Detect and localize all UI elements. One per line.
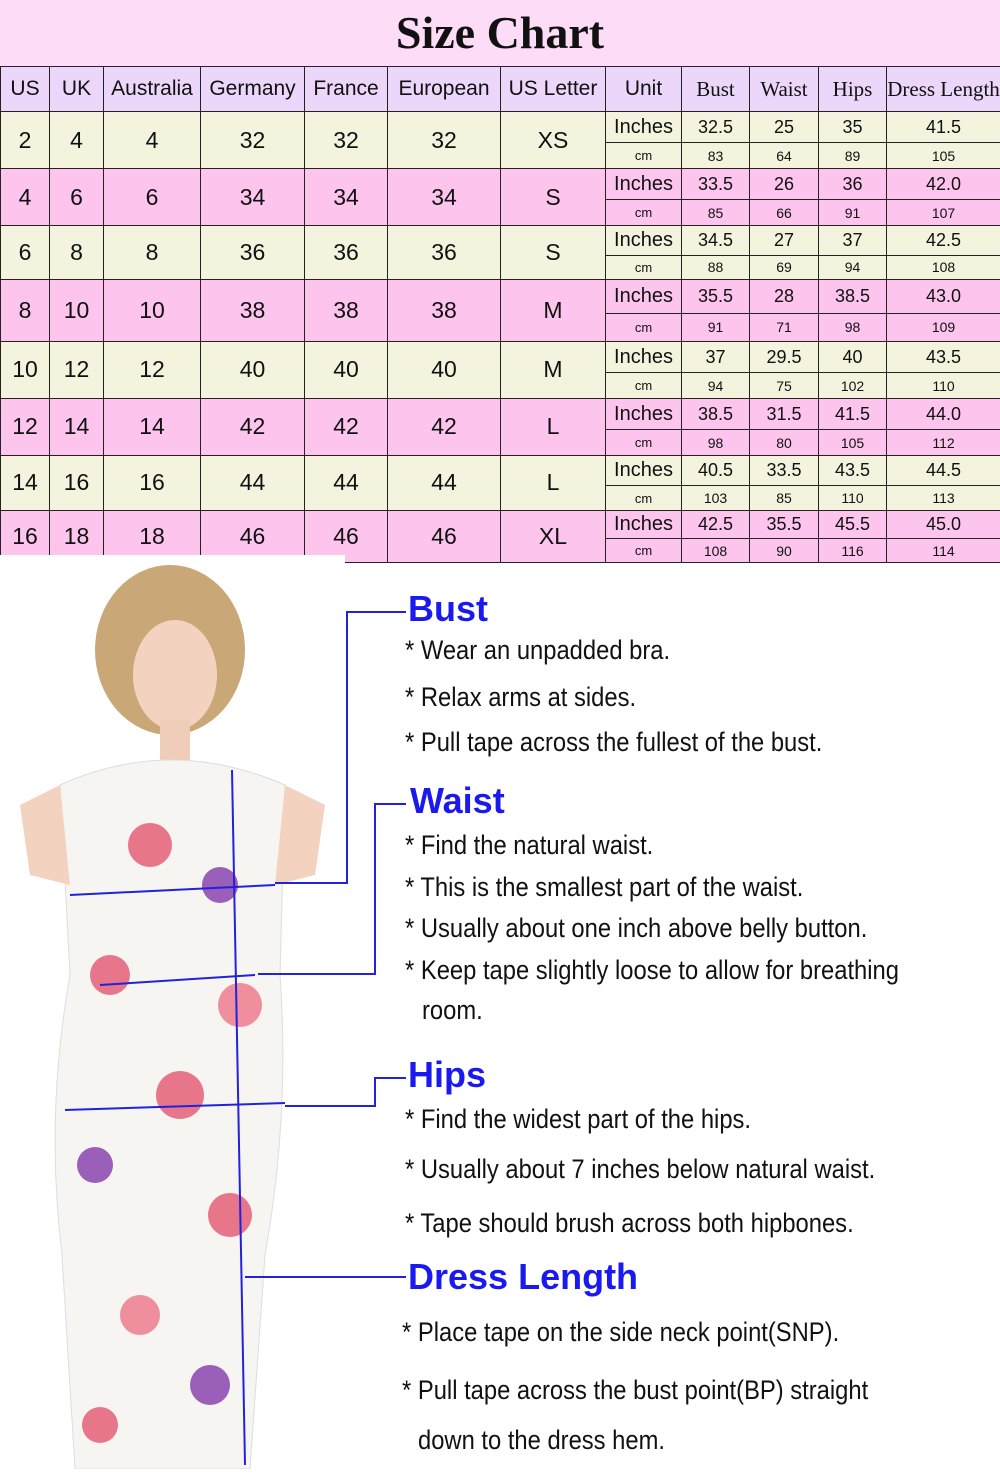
cell-european: 32 <box>388 112 501 169</box>
col-header-us: US <box>1 67 50 112</box>
hips-tip: * Tape should brush across both hipbones. <box>405 1208 854 1239</box>
length-connector-line <box>245 1276 406 1278</box>
cell-us: 10 <box>1 341 50 398</box>
cell-us-letter: L <box>501 398 606 455</box>
cell-hips-inches: 43.5 <box>819 455 887 485</box>
cell-australia: 6 <box>104 169 201 226</box>
hips-connector-line <box>285 1105 376 1107</box>
cell-australia: 10 <box>104 279 201 341</box>
cell-bust-cm: 94 <box>682 373 750 399</box>
model-photo <box>0 555 345 1469</box>
waist-tip: * Keep tape slightly loose to allow for breathing <box>405 955 899 986</box>
cell-european: 36 <box>388 226 501 280</box>
cell-us: 6 <box>1 226 50 280</box>
table-row <box>1 398 1000 429</box>
col-header-waist: Waist <box>750 67 819 112</box>
table-row <box>1 226 1000 256</box>
cell-australia: 4 <box>104 112 201 169</box>
cell-germany: 44 <box>201 455 305 510</box>
cell-waist-cm: 69 <box>750 255 819 279</box>
cell-hips-inches: 38.5 <box>819 279 887 313</box>
cell-length-inches: 43.5 <box>887 341 1000 372</box>
cell-unit-inches: Inches <box>606 341 682 372</box>
bust-heading: Bust <box>408 588 488 630</box>
cell-waist-inches: 28 <box>750 279 819 313</box>
bust-tip: * Relax arms at sides. <box>405 682 636 713</box>
cell-france: 40 <box>305 341 388 398</box>
cell-bust-cm: 85 <box>682 200 750 226</box>
cell-bust-inches: 38.5 <box>682 398 750 429</box>
cell-unit-inches: Inches <box>606 112 682 143</box>
col-header-dress-length: Dress Length <box>887 67 1000 112</box>
cell-australia: 14 <box>104 398 201 455</box>
cell-us-letter: L <box>501 455 606 510</box>
hips-connector-line <box>374 1077 406 1079</box>
waist-connector-line <box>374 803 406 805</box>
cell-bust-inches: 35.5 <box>682 279 750 313</box>
table-row <box>1 279 1000 313</box>
cell-germany: 40 <box>201 341 305 398</box>
bust-connector-line <box>275 882 348 884</box>
cell-hips-cm: 110 <box>819 486 887 511</box>
cell-hips-cm: 105 <box>819 430 887 456</box>
cell-france: 34 <box>305 169 388 226</box>
bust-tip: * Wear an unpadded bra. <box>405 635 670 666</box>
cell-unit-inches: Inches <box>606 510 682 539</box>
cell-germany: 38 <box>201 279 305 341</box>
cell-length-cm: 108 <box>887 255 1000 279</box>
cell-unit-cm: cm <box>606 539 682 563</box>
col-header-bust: Bust <box>682 67 750 112</box>
cell-waist-inches: 31.5 <box>750 398 819 429</box>
cell-us: 12 <box>1 398 50 455</box>
cell-hips-inches: 40 <box>819 341 887 372</box>
cell-unit-cm: cm <box>606 143 682 169</box>
waist-tip: room. <box>422 995 483 1026</box>
cell-waist-cm: 71 <box>750 313 819 341</box>
cell-hips-cm: 98 <box>819 313 887 341</box>
cell-unit-cm: cm <box>606 313 682 341</box>
waist-connector-line <box>374 803 376 975</box>
cell-hips-cm: 102 <box>819 373 887 399</box>
cell-bust-cm: 91 <box>682 313 750 341</box>
cell-length-inches: 42.0 <box>887 169 1000 200</box>
cell-uk: 6 <box>50 169 104 226</box>
cell-us: 16 <box>1 510 50 562</box>
bust-connector-line <box>346 611 406 613</box>
col-header-uk: UK <box>50 67 104 112</box>
cell-waist-inches: 33.5 <box>750 455 819 485</box>
waist-tip: * This is the smallest part of the waist. <box>405 872 803 903</box>
waist-tip: * Usually about one inch above belly button. <box>405 913 867 944</box>
cell-unit-cm: cm <box>606 373 682 399</box>
cell-waist-inches: 25 <box>750 112 819 143</box>
cell-us-letter: XS <box>501 112 606 169</box>
dress-length-tip: * Place tape on the side neck point(SNP). <box>402 1317 839 1348</box>
cell-france: 46 <box>305 510 388 562</box>
cell-unit-cm: cm <box>606 200 682 226</box>
cell-us: 4 <box>1 169 50 226</box>
cell-bust-cm: 88 <box>682 255 750 279</box>
cell-hips-cm: 116 <box>819 539 887 563</box>
cell-waist-cm: 85 <box>750 486 819 511</box>
cell-length-inches: 41.5 <box>887 112 1000 143</box>
cell-waist-cm: 66 <box>750 200 819 226</box>
col-header-france: France <box>305 67 388 112</box>
col-header-unit: Unit <box>606 67 682 112</box>
cell-waist-inches: 27 <box>750 226 819 256</box>
cell-length-cm: 105 <box>887 143 1000 169</box>
cell-european: 44 <box>388 455 501 510</box>
col-header-european: European <box>388 67 501 112</box>
col-header-hips: Hips <box>819 67 887 112</box>
cell-bust-cm: 83 <box>682 143 750 169</box>
dress-length-tip: down to the dress hem. <box>418 1425 665 1456</box>
cell-uk: 12 <box>50 341 104 398</box>
waist-tip: * Find the natural waist. <box>405 830 653 861</box>
size-chart-table <box>0 66 1000 563</box>
cell-hips-inches: 45.5 <box>819 510 887 539</box>
col-header-us-letter: US Letter <box>501 67 606 112</box>
table-row <box>1 510 1000 539</box>
cell-waist-cm: 90 <box>750 539 819 563</box>
cell-unit-inches: Inches <box>606 398 682 429</box>
cell-waist-inches: 29.5 <box>750 341 819 372</box>
cell-uk: 16 <box>50 455 104 510</box>
cell-germany: 34 <box>201 169 305 226</box>
cell-length-inches: 45.0 <box>887 510 1000 539</box>
cell-uk: 4 <box>50 112 104 169</box>
table-row <box>1 169 1000 200</box>
cell-length-inches: 44.5 <box>887 455 1000 485</box>
cell-length-cm: 109 <box>887 313 1000 341</box>
cell-waist-inches: 26 <box>750 169 819 200</box>
cell-length-cm: 113 <box>887 486 1000 511</box>
cell-hips-inches: 37 <box>819 226 887 256</box>
cell-european: 34 <box>388 169 501 226</box>
cell-france: 44 <box>305 455 388 510</box>
cell-unit-cm: cm <box>606 255 682 279</box>
cell-hips-inches: 36 <box>819 169 887 200</box>
cell-length-inches: 42.5 <box>887 226 1000 256</box>
cell-european: 42 <box>388 398 501 455</box>
cell-length-cm: 107 <box>887 200 1000 226</box>
cell-uk: 8 <box>50 226 104 280</box>
cell-hips-inches: 41.5 <box>819 398 887 429</box>
model-dress-illustration <box>0 555 345 1469</box>
table-row <box>1 455 1000 485</box>
cell-length-cm: 112 <box>887 430 1000 456</box>
cell-length-cm: 110 <box>887 373 1000 399</box>
cell-us: 14 <box>1 455 50 510</box>
table-row <box>1 112 1000 143</box>
cell-waist-cm: 80 <box>750 430 819 456</box>
cell-germany: 46 <box>201 510 305 562</box>
cell-hips-cm: 91 <box>819 200 887 226</box>
cell-bust-inches: 40.5 <box>682 455 750 485</box>
cell-germany: 36 <box>201 226 305 280</box>
cell-us-letter: M <box>501 279 606 341</box>
title-banner <box>0 0 1000 66</box>
cell-european: 40 <box>388 341 501 398</box>
cell-waist-cm: 64 <box>750 143 819 169</box>
cell-hips-cm: 94 <box>819 255 887 279</box>
cell-us-letter: S <box>501 226 606 280</box>
cell-bust-cm: 98 <box>682 430 750 456</box>
cell-bust-cm: 108 <box>682 539 750 563</box>
cell-unit-inches: Inches <box>606 169 682 200</box>
hips-connector-line <box>374 1077 376 1107</box>
bust-tip: * Pull tape across the fullest of the bust. <box>405 727 822 758</box>
cell-unit-cm: cm <box>606 430 682 456</box>
cell-australia: 8 <box>104 226 201 280</box>
cell-european: 38 <box>388 279 501 341</box>
cell-bust-cm: 103 <box>682 486 750 511</box>
waist-heading: Waist <box>410 780 505 822</box>
bust-connector-line <box>346 611 348 883</box>
cell-uk: 14 <box>50 398 104 455</box>
cell-us: 8 <box>1 279 50 341</box>
cell-germany: 42 <box>201 398 305 455</box>
cell-length-inches: 44.0 <box>887 398 1000 429</box>
cell-length-inches: 43.0 <box>887 279 1000 313</box>
hips-tip: * Find the widest part of the hips. <box>405 1104 751 1135</box>
cell-bust-inches: 32.5 <box>682 112 750 143</box>
hips-heading: Hips <box>408 1054 486 1096</box>
cell-length-cm: 114 <box>887 539 1000 563</box>
cell-bust-inches: 37 <box>682 341 750 372</box>
cell-hips-inches: 35 <box>819 112 887 143</box>
cell-france: 42 <box>305 398 388 455</box>
cell-european: 46 <box>388 510 501 562</box>
col-header-australia: Australia <box>104 67 201 112</box>
cell-hips-cm: 89 <box>819 143 887 169</box>
dress-length-heading: Dress Length <box>408 1256 638 1298</box>
dress-length-tip: * Pull tape across the bust point(BP) straight <box>402 1375 868 1406</box>
cell-unit-inches: Inches <box>606 279 682 313</box>
cell-france: 36 <box>305 226 388 280</box>
cell-uk: 10 <box>50 279 104 341</box>
col-header-germany: Germany <box>201 67 305 112</box>
cell-us-letter: M <box>501 341 606 398</box>
cell-waist-cm: 75 <box>750 373 819 399</box>
table-row <box>1 341 1000 372</box>
cell-australia: 18 <box>104 510 201 562</box>
hips-tip: * Usually about 7 inches below natural waist. <box>405 1154 875 1185</box>
waist-connector-line <box>258 973 376 975</box>
cell-australia: 16 <box>104 455 201 510</box>
cell-france: 32 <box>305 112 388 169</box>
page-title: Size Chart <box>0 0 1000 66</box>
cell-us-letter: S <box>501 169 606 226</box>
cell-bust-inches: 33.5 <box>682 169 750 200</box>
cell-australia: 12 <box>104 341 201 398</box>
cell-us: 2 <box>1 112 50 169</box>
cell-bust-inches: 42.5 <box>682 510 750 539</box>
cell-unit-inches: Inches <box>606 226 682 256</box>
cell-unit-cm: cm <box>606 486 682 511</box>
cell-waist-inches: 35.5 <box>750 510 819 539</box>
cell-bust-inches: 34.5 <box>682 226 750 256</box>
cell-uk: 18 <box>50 510 104 562</box>
cell-france: 38 <box>305 279 388 341</box>
cell-germany: 32 <box>201 112 305 169</box>
header-row <box>1 67 1000 112</box>
cell-unit-inches: Inches <box>606 455 682 485</box>
cell-us-letter: XL <box>501 510 606 562</box>
